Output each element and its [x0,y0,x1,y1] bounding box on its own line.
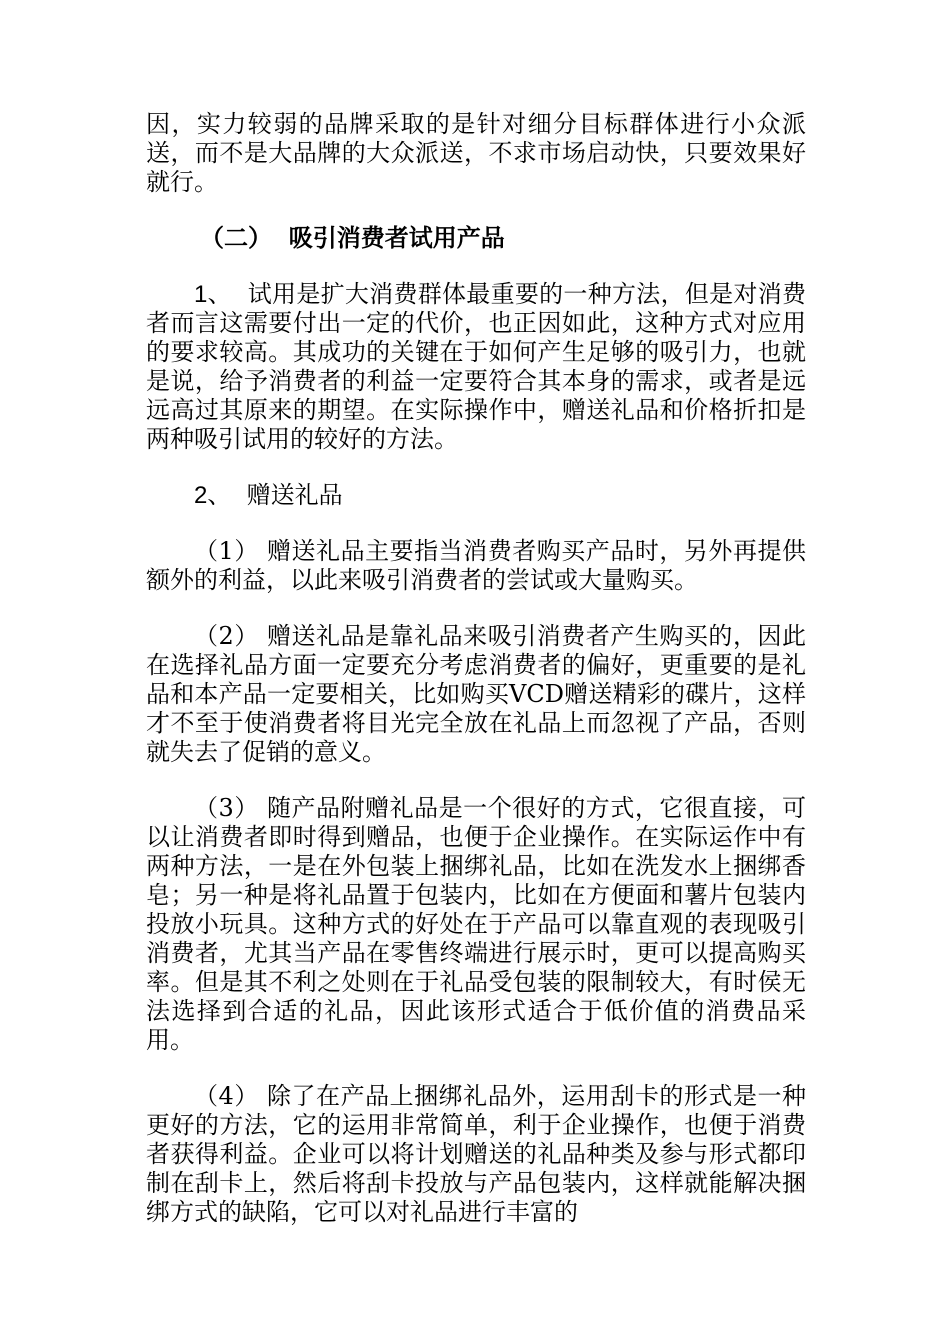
subparagraph-3 [146,794,806,1055]
subparagraph-3-text: 随产品附赠礼品是一个很好的方式，它很直接，可以让消费者即时得到赠品，也便于企业操作。在实际运作中有两种方法，一是在外包装上捆绑礼品，比如在洗发水上捆绑香皂；另一种是将礼品置于包装内，比如在方便面和薯片包装内投放小玩具。这种方式的好处在于产品可以靠直观的表现吸引消费者，尤其当产品在零售终端进行展示时，更可以提高购买率。但是其不利之处则在于礼品受包装的限制较大，有时侯无法选择到合适的礼品，因此该形式适合于低价值的消费品采用。 [146,794,806,1054]
paragraph-2-number: 2、 [194,482,232,509]
subparagraph-1-text: 赠送礼品主要指当消费者购买产品时，另外再提供额外的利益，以此来吸引消费者的尝试或大量购买。 [146,537,806,594]
subparagraph-3-number: （3） [194,794,259,822]
subparagraph-4-text: 除了在产品上捆绑礼品外，运用刮卡的形式是一种更好的方法，它的运用非常简单，利于企业操作，也便于消费者获得利益。企业可以将计划赠送的礼品种类及参与形式都印制在刮卡上，然后将刮卡投放与产品包装内，这样就能解决捆绑方式的缺陷，它可以对礼品进行丰富的 [146,1082,806,1226]
subparagraph-1 [146,537,806,595]
section-heading-label: （二） [200,224,272,252]
subparagraph-4 [146,1082,806,1227]
document-page [146,110,806,1227]
subparagraph-1-number: （1） [194,537,259,565]
subparagraph-2 [146,622,806,767]
subparagraph-2-text: 赠送礼品是靠礼品来吸引消费者产生购买的，因此在选择礼品方面一定要充分考虑消费者的偏好，更重要的是礼品和本产品一定要相关，比如购买VCD赠送精彩的碟片，这样才不至于使消费者将目光完全放在礼品上而忽视了产品，否则就失去了促销的意义。 [146,622,806,766]
paragraph-1-text: 试用是扩大消费群体最重要的一种方法，但是对消费者而言这需要付出一定的代价，也正因如此，这种方式对应用的要求较高。其成功的关键在于如何产生足够的吸引力，也就是说，给予消费者的利益一定要符合其本身的需求，或者是远远高过其原来的期望。在实际操作中，赠送礼品和价格折扣是两种吸引试用的较好的方法。 [146,280,806,453]
subparagraph-4-number: （4） [194,1082,259,1110]
subparagraph-2-number: （2） [194,622,259,650]
paragraph-intro: 因，实力较弱的品牌采取的是针对细分目标群体进行小众派送，而不是大品牌的大众派送，不求市场启动快，只要效果好就行。 [146,110,806,196]
paragraph-2-text: 赠送礼品 [246,481,343,509]
paragraph-1-number: 1、 [194,281,232,308]
section-heading-text: 吸引消费者试用产品 [288,224,505,252]
paragraph-2 [146,481,806,510]
paragraph-1 [146,280,806,454]
section-heading [146,224,806,253]
